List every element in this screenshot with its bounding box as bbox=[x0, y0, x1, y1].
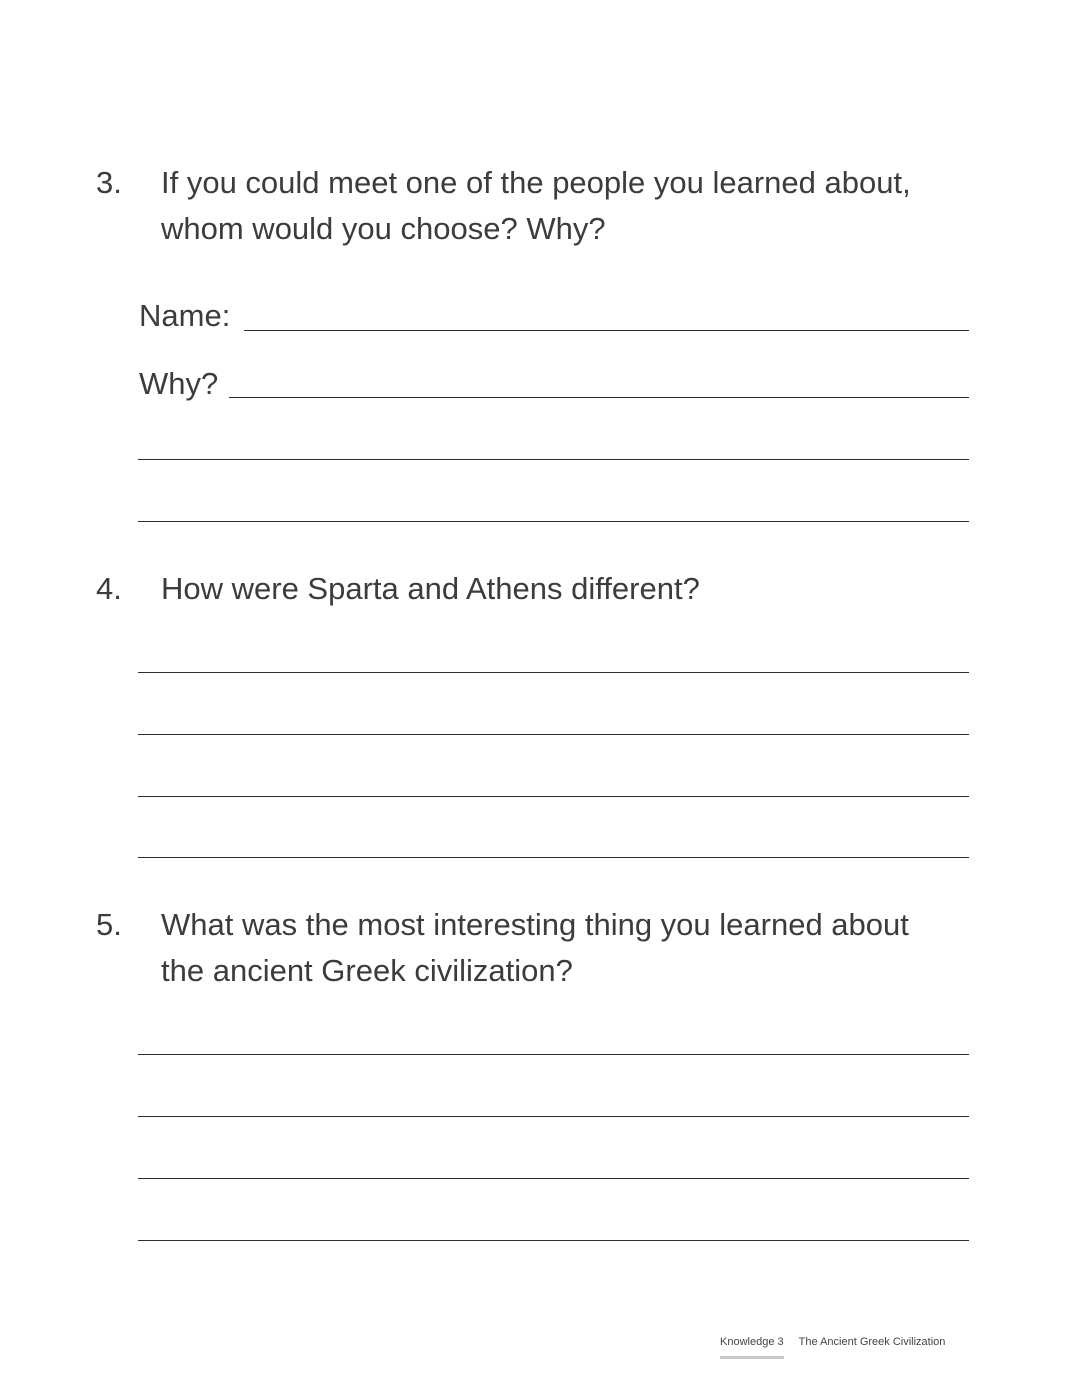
answer-line[interactable] bbox=[138, 734, 969, 735]
question-4-number: 4. bbox=[96, 571, 122, 606]
question-4-text: How were Sparta and Athens different? bbox=[161, 571, 700, 606]
name-label: Name: bbox=[139, 298, 231, 333]
question-3-text-line2: whom would you choose? Why? bbox=[161, 211, 606, 246]
question-5-text-line1: What was the most interesting thing you learned about bbox=[161, 907, 909, 942]
name-answer-line[interactable] bbox=[244, 330, 969, 331]
answer-line[interactable] bbox=[138, 1240, 969, 1241]
answer-line[interactable] bbox=[138, 857, 969, 858]
answer-line[interactable] bbox=[138, 672, 969, 673]
footer-title: The Ancient Greek Civilization bbox=[798, 1336, 946, 1348]
answer-line[interactable] bbox=[138, 796, 969, 797]
answer-line[interactable] bbox=[138, 1054, 969, 1055]
answer-line[interactable] bbox=[138, 1178, 969, 1179]
answer-line[interactable] bbox=[138, 459, 969, 460]
footer-unit: Knowledge 3 bbox=[720, 1334, 784, 1354]
answer-line[interactable] bbox=[138, 521, 969, 522]
question-5-number: 5. bbox=[96, 907, 122, 942]
question-5-text-line2: the ancient Greek civilization? bbox=[161, 953, 573, 988]
answer-line[interactable] bbox=[138, 1116, 969, 1117]
why-answer-line[interactable] bbox=[229, 397, 969, 398]
question-3-text-line1: If you could meet one of the people you learned about, bbox=[161, 165, 911, 200]
why-label: Why? bbox=[139, 366, 219, 401]
page-footer bbox=[720, 1334, 945, 1354]
question-3-number: 3. bbox=[96, 165, 122, 200]
